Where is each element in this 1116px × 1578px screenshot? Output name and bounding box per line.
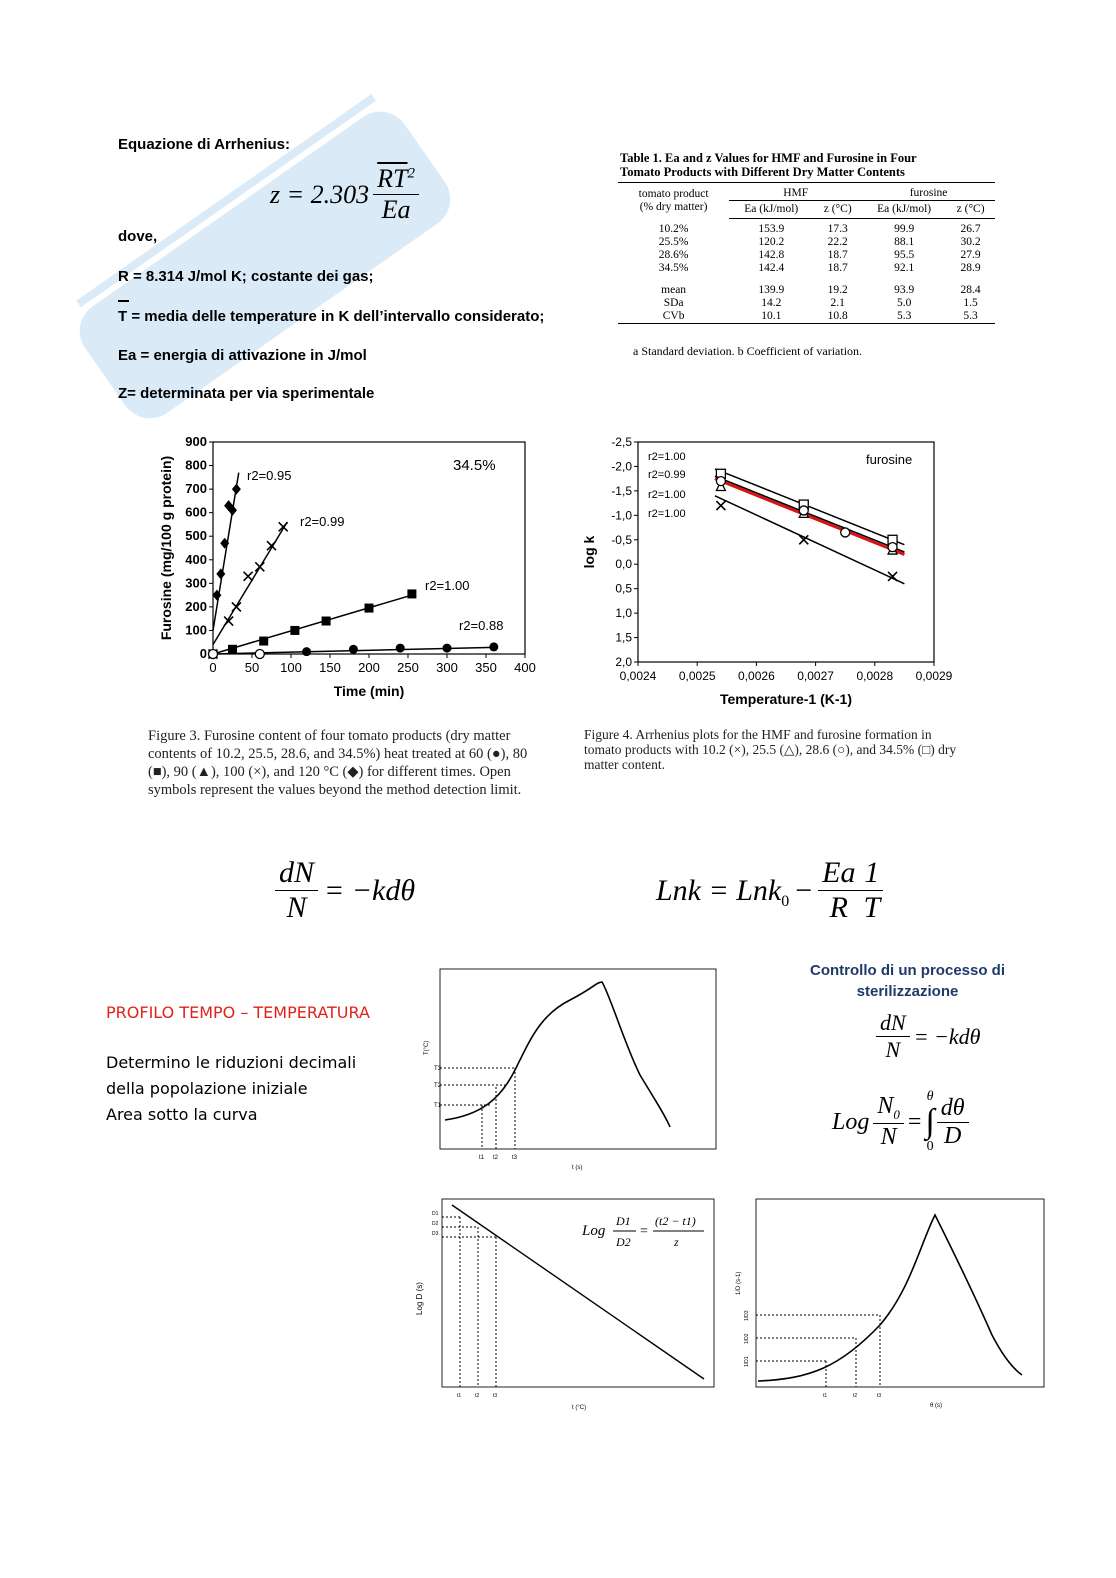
arrhenius-eq-exp: 2 bbox=[407, 165, 416, 182]
table1-stat-cell: 19.2 bbox=[827, 284, 848, 296]
ld-frame bbox=[756, 1199, 1044, 1387]
y-tick-label: 400 bbox=[185, 551, 207, 567]
profile-line1: Determino le riduzioni decimali bbox=[106, 1053, 357, 1072]
fit-line bbox=[213, 473, 239, 631]
data-point bbox=[228, 645, 237, 654]
table1-caption bbox=[620, 151, 1000, 179]
x-tick-label: 300 bbox=[436, 660, 458, 675]
control-integral-bot: 0 bbox=[926, 1139, 934, 1154]
y-tick-label: 300 bbox=[185, 575, 207, 591]
eq2-den2: T bbox=[863, 891, 881, 924]
tt-ylabel: T(°C) bbox=[424, 1040, 430, 1055]
profile-text bbox=[106, 1050, 356, 1128]
table1-data-cell: 95.5 bbox=[894, 249, 915, 261]
y-tick-label: -1,5 bbox=[611, 483, 632, 498]
x-tick-label: 0,0029 bbox=[915, 669, 953, 683]
logd-eq-log: Log bbox=[582, 1223, 606, 1239]
logd-equation bbox=[581, 1214, 704, 1249]
logd-ytick-3: D3 bbox=[432, 1231, 439, 1237]
x-tick-label: 50 bbox=[244, 660, 260, 675]
y-tick-label: 0,5 bbox=[615, 581, 632, 596]
logd-ylabel: Log D (s) bbox=[415, 1282, 424, 1315]
inverse-d-time-plot bbox=[730, 1195, 1048, 1417]
data-point bbox=[255, 562, 264, 571]
eq1-num: dN bbox=[275, 856, 318, 891]
logd-eq-den: D2 bbox=[616, 1235, 631, 1249]
data-point bbox=[259, 637, 268, 646]
table1-stat-cell: 5.3 bbox=[946, 310, 995, 324]
tt-ytick-3: T3 bbox=[434, 1066, 442, 1072]
table1-stat-cell: 5.0 bbox=[896, 297, 912, 309]
table1-data-row bbox=[618, 249, 995, 262]
table1-data-row bbox=[618, 219, 995, 237]
data-point bbox=[232, 484, 241, 495]
x-tick-label: 150 bbox=[319, 660, 341, 675]
table1-data-row bbox=[618, 236, 995, 249]
arrhenius-eq-lhs: z = 2.303 bbox=[270, 179, 370, 209]
x-tick-label: 0,0027 bbox=[797, 669, 834, 683]
table1 bbox=[618, 182, 995, 324]
series-34-5- bbox=[715, 469, 904, 545]
tt-xtick-1: t1 bbox=[479, 1155, 485, 1161]
control-int-num: dθ bbox=[937, 1095, 969, 1123]
equation-lnk bbox=[656, 856, 884, 925]
data-point bbox=[407, 589, 416, 598]
control-log-den: N bbox=[880, 1123, 897, 1150]
ld-curve bbox=[758, 1215, 1022, 1381]
r2-label: r2=0.99 bbox=[648, 469, 686, 481]
profile-line3: Area sotto la curva bbox=[106, 1105, 258, 1124]
ld-xtick-3: t3 bbox=[877, 1393, 882, 1399]
table1-col-z-fur: z (°C) bbox=[946, 201, 995, 219]
data-point bbox=[841, 528, 850, 537]
arrhenius-eq-den: Ea bbox=[381, 195, 411, 224]
control-log-num-sub: 0 bbox=[893, 1106, 900, 1122]
eq1-rhs: = −kdθ bbox=[324, 873, 416, 907]
figure4-caption: Figure 4. Arrhenius plots for the HMF and furosine formation in tomato products with 10.2 (×), 25.5 (△), 28.6 (○), and 34.5% (□) dry matter content. bbox=[584, 727, 957, 772]
series-10-2- bbox=[715, 496, 904, 584]
r2-label: r2=1.00 bbox=[425, 578, 470, 593]
data-point bbox=[489, 642, 498, 651]
data-point bbox=[322, 617, 331, 626]
control-log: Log bbox=[832, 1108, 870, 1135]
table1-col-ea-fur: Ea (kJ/mol) bbox=[862, 201, 946, 219]
x-axis-label: Temperature-1 (K-1) bbox=[720, 691, 852, 707]
arrhenius-ea-def: Ea = energia di attivazione in J/mol bbox=[118, 347, 367, 364]
ld-xlabel: θ (s) bbox=[930, 1403, 942, 1409]
table1-data-cell: 120.2 bbox=[758, 236, 785, 248]
logd-xlabel: t (°C) bbox=[572, 1405, 587, 1411]
table1-col-ea-hmf: Ea (kJ/mol) bbox=[729, 201, 813, 219]
ld-ytick-1: 1/D1 bbox=[744, 1356, 750, 1367]
fit-line bbox=[715, 469, 904, 545]
chart-title: furosine bbox=[866, 452, 913, 467]
table1-group-hmf: HMF bbox=[729, 183, 862, 201]
x-tick-label: 400 bbox=[514, 660, 536, 675]
table1-stat-cell: 10.8 bbox=[813, 310, 862, 324]
arrhenius-dove: dove, bbox=[118, 228, 158, 245]
y-tick-label: 1,5 bbox=[615, 630, 632, 645]
logd-eq-equals: = bbox=[640, 1224, 648, 1239]
arrhenius-equation bbox=[270, 164, 419, 225]
profile-line2: della popolazione iniziale bbox=[106, 1079, 308, 1098]
data-point bbox=[443, 644, 452, 653]
x-tick-label: 200 bbox=[358, 660, 380, 675]
y-tick-label: 1,0 bbox=[615, 606, 632, 621]
y-tick-label: 100 bbox=[185, 622, 207, 638]
table1-data-cell: 17.3 bbox=[827, 223, 848, 235]
y-tick-label: 600 bbox=[185, 504, 207, 520]
table1-col-product-l2: (% dry matter) bbox=[639, 200, 708, 213]
logd-xtick-3: t3 bbox=[493, 1393, 498, 1399]
logd-eq-rden: z bbox=[674, 1235, 679, 1249]
r2-label: r2=0.99 bbox=[300, 514, 345, 529]
y-tick-label: 0,0 bbox=[615, 557, 632, 572]
control-eq-rhs: = −kdθ bbox=[913, 1023, 981, 1049]
y-tick-label: 200 bbox=[185, 598, 207, 614]
table1-stat-cell: 5.3 bbox=[862, 310, 946, 324]
tt-xtick-2: t2 bbox=[493, 1155, 499, 1161]
table1-grid bbox=[618, 182, 995, 324]
table1-data-cell: 99.9 bbox=[894, 223, 915, 235]
r2-label: r2=0.88 bbox=[459, 618, 504, 633]
y-tick-label: 800 bbox=[185, 457, 207, 473]
table1-data-cell: 28.9 bbox=[960, 262, 981, 274]
x-tick-label: 0 bbox=[209, 660, 217, 675]
y-tick-label: 700 bbox=[185, 481, 207, 497]
logd-temperature-plot bbox=[412, 1195, 717, 1417]
x-tick-label: 0,0028 bbox=[856, 669, 894, 683]
data-point bbox=[255, 650, 264, 659]
logd-ytick-1: D1 bbox=[432, 1211, 439, 1217]
table1-stat-row bbox=[618, 297, 995, 310]
eq1-den: N bbox=[286, 891, 307, 924]
data-point bbox=[290, 626, 299, 635]
x-tick-label: 0,0026 bbox=[738, 669, 775, 683]
logd-xtick-1: t1 bbox=[457, 1393, 462, 1399]
data-point bbox=[888, 543, 897, 552]
tt-ytick-2: T2 bbox=[434, 1083, 442, 1089]
table1-data-cell: 28.6% bbox=[658, 249, 689, 261]
figure4-chart bbox=[578, 432, 968, 724]
control-eq-den: N bbox=[885, 1037, 901, 1062]
table1-stat-cell: 1.5 bbox=[963, 297, 978, 309]
table1-data-cell: 142.4 bbox=[758, 262, 785, 274]
table1-stat-cell: 14.2 bbox=[761, 297, 782, 309]
data-point bbox=[232, 602, 241, 611]
series-25-5- bbox=[715, 479, 904, 555]
eq2-den1: R bbox=[829, 891, 848, 924]
logd-ytick-2: D2 bbox=[432, 1221, 439, 1227]
y-tick-label: 500 bbox=[185, 528, 207, 544]
y-tick-label: -0,5 bbox=[611, 532, 632, 547]
arrhenius-z-def: Z= determinata per via sperimentale bbox=[118, 385, 375, 402]
table1-data-cell: 34.5% bbox=[658, 262, 689, 274]
data-point bbox=[302, 647, 311, 656]
eq2-sub: 0 bbox=[781, 893, 790, 910]
fit-line bbox=[213, 594, 416, 654]
eq2-minus: − bbox=[795, 873, 813, 907]
y-tick-label: 2,0 bbox=[615, 655, 632, 669]
control-title-l1: Controllo di un processo di bbox=[810, 962, 1005, 979]
control-eq2: Log $\frac{N_0}{N}$ = θ ∫ 0 $\frac{d\theta}{D}$ bbox=[832, 1090, 969, 1154]
table1-data-cell: 26.7 bbox=[960, 223, 981, 235]
table1-data-cell: 153.9 bbox=[758, 223, 785, 235]
ld-ylabel: 1/D (s-1) bbox=[736, 1271, 742, 1295]
y-axis-label: log k bbox=[581, 535, 597, 569]
table1-stat-cell: mean bbox=[661, 284, 687, 296]
y-axis-label: Furosine (mg/100 g protein) bbox=[158, 455, 174, 641]
table1-data-cell: 88.1 bbox=[894, 236, 915, 248]
eq2-num2: 1 bbox=[860, 856, 883, 891]
chart-title: 34.5% bbox=[453, 457, 496, 474]
table1-group-furosine: furosine bbox=[862, 183, 995, 201]
table1-stat-cell: 93.9 bbox=[894, 284, 915, 296]
table1-data-cell: 22.2 bbox=[827, 236, 848, 248]
y-tick-label: 900 bbox=[185, 434, 207, 449]
ld-ytick-2: 1/D2 bbox=[744, 1333, 750, 1344]
watermark-logo bbox=[30, 30, 500, 500]
control-title-l2: sterilizzazione bbox=[856, 983, 959, 1000]
table1-data-cell: 92.1 bbox=[894, 262, 915, 274]
table1-caption-line2: Tomato Products with Different Dry Matter Contents bbox=[620, 165, 905, 179]
table1-data-row bbox=[618, 262, 995, 275]
table1-stat-cell: CVb bbox=[618, 310, 729, 324]
series-28-6- bbox=[715, 476, 904, 552]
data-point bbox=[349, 645, 358, 654]
fit-line bbox=[715, 496, 904, 584]
x-tick-label: 100 bbox=[280, 660, 302, 675]
logd-eq-num: D1 bbox=[616, 1214, 631, 1228]
y-tick-label: -1,0 bbox=[611, 508, 632, 523]
tt-xtick-3: t3 bbox=[512, 1155, 518, 1161]
table1-data-cell: 10.2% bbox=[658, 222, 689, 235]
table1-stat-cell: 28.4 bbox=[960, 284, 981, 296]
r2-label: r2=1.00 bbox=[648, 451, 686, 463]
data-point bbox=[209, 650, 218, 659]
control-title bbox=[790, 960, 1025, 1002]
series-100-C bbox=[209, 522, 288, 658]
table1-data-cell: 27.9 bbox=[960, 249, 981, 261]
table1-data-cell: 142.8 bbox=[758, 249, 785, 261]
integral-sign: ∫ bbox=[925, 1103, 935, 1140]
table1-data-cell: 18.7 bbox=[827, 262, 848, 274]
table1-stat-cell: 10.1 bbox=[729, 310, 813, 324]
r2-label: r2=1.00 bbox=[648, 489, 686, 501]
table1-stat-row bbox=[618, 310, 995, 324]
r2-label: r2=0.95 bbox=[247, 468, 292, 483]
y-tick-label: -2,0 bbox=[611, 459, 632, 474]
ld-xtick-2: t2 bbox=[853, 1393, 858, 1399]
table1-stat-row bbox=[618, 275, 995, 297]
eq2-num1: Ea bbox=[818, 856, 859, 891]
data-point bbox=[716, 477, 725, 486]
fit-line bbox=[715, 479, 904, 555]
x-tick-label: 350 bbox=[475, 660, 497, 675]
table1-data-cell: 18.7 bbox=[827, 249, 848, 261]
figure3-chart bbox=[155, 432, 555, 722]
tt-ytick-1: T1 bbox=[434, 1103, 442, 1109]
data-point bbox=[716, 501, 725, 510]
table1-stat-cell: SDa bbox=[663, 297, 684, 309]
data-point bbox=[365, 604, 374, 613]
table1-data-cell: 25.5% bbox=[658, 236, 689, 248]
logd-xtick-2: t2 bbox=[475, 1393, 480, 1399]
table1-stat-cell: 139.9 bbox=[758, 284, 785, 296]
control-eq-num: dN bbox=[876, 1010, 910, 1037]
y-tick-label: -2,5 bbox=[611, 435, 632, 449]
logd-eq-rnum: (t2 − t1) bbox=[655, 1214, 696, 1228]
control-eq1 bbox=[876, 1010, 980, 1063]
tt-xlabel: t (s) bbox=[572, 1165, 583, 1171]
control-int-den: D bbox=[943, 1122, 962, 1149]
table1-footnote: a Standard deviation. b Coefficient of variation. bbox=[633, 344, 863, 358]
x-tick-label: 0,0025 bbox=[678, 669, 716, 683]
data-point bbox=[396, 644, 405, 653]
x-axis-label: Time (min) bbox=[333, 683, 405, 699]
data-point bbox=[244, 572, 253, 581]
table1-stat-cell: 2.1 bbox=[830, 297, 845, 309]
tt-curve bbox=[445, 982, 670, 1127]
r2-label: r2=1.00 bbox=[648, 508, 686, 520]
arrhenius-r-def: R = 8.314 J/mol K; costante dei gas; bbox=[118, 268, 374, 285]
eq2-lhs: Lnk = Lnk bbox=[656, 873, 782, 907]
time-temperature-plot bbox=[420, 965, 720, 1175]
profile-heading: PROFILO TEMPO – TEMPERATURA bbox=[106, 1003, 370, 1022]
ld-xtick-1: t1 bbox=[823, 1393, 828, 1399]
ld-ytick-3: 1/D3 bbox=[744, 1310, 750, 1321]
figure3-caption: Figure 3. Furosine content of four tomato products (dry matter contents of 10.2, 25.5, 28.6, and 34.5%) heat treated at 60 (●), 80 (■), 90 (▲), 100 (×), and 120 °C (◆) for different times. Open symbols represent the values beyond the method detection limit. bbox=[148, 728, 528, 798]
x-tick-label: 0,0024 bbox=[619, 669, 657, 683]
y-tick-label: 0 bbox=[199, 646, 207, 661]
arrhenius-title: Equazione di Arrhenius: bbox=[118, 136, 290, 153]
x-tick-label: 250 bbox=[397, 660, 419, 675]
arrhenius-t-def: T = media delle temperature in K dell’intervallo considerato; bbox=[118, 308, 545, 325]
table1-col-z-hmf: z (°C) bbox=[813, 201, 862, 219]
table1-data-cell: 30.2 bbox=[960, 236, 981, 248]
fit-line bbox=[715, 476, 904, 552]
table1-caption-line1: Table 1. Ea and z Values for HMF and Furosine in Four bbox=[620, 151, 917, 165]
data-point bbox=[799, 506, 808, 515]
t-bar bbox=[118, 300, 129, 302]
control-log-num: N bbox=[877, 1093, 894, 1120]
data-point bbox=[216, 568, 225, 579]
equation-dn bbox=[275, 856, 415, 925]
arrhenius-eq-num: $\overline{RT}$ bbox=[377, 164, 408, 193]
control-integral-top: θ bbox=[926, 1089, 934, 1104]
table1-col-product-l1: tomato product bbox=[638, 187, 709, 200]
